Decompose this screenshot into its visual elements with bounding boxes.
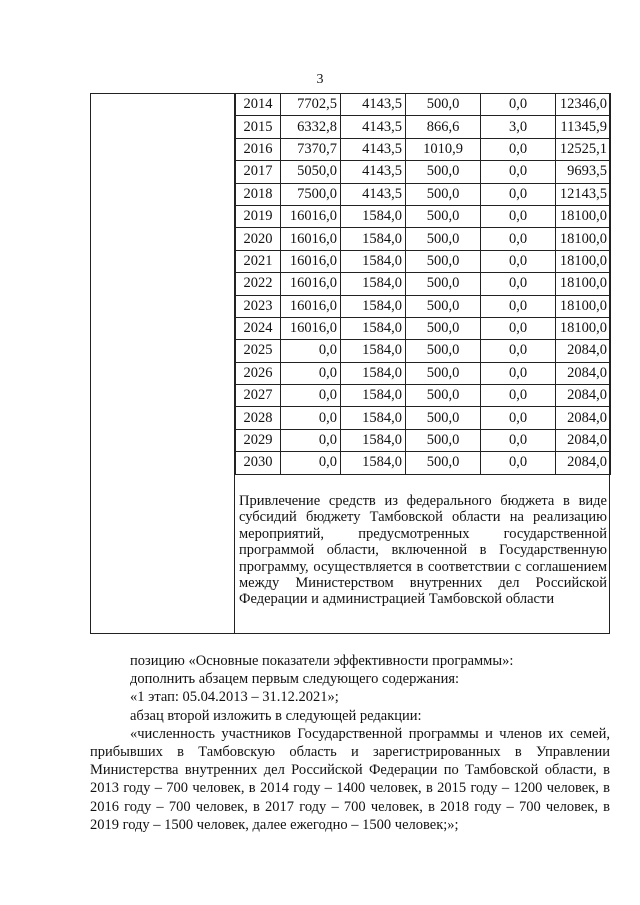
value-cell: 0,0 — [481, 273, 556, 295]
value-cell: 5050,0 — [281, 161, 341, 183]
value-cell: 0,0 — [481, 340, 556, 362]
value-cell: 500,0 — [406, 429, 481, 451]
value-cell: 0,0 — [281, 429, 341, 451]
value-cell: 16016,0 — [281, 295, 341, 317]
value-cell: 16016,0 — [281, 273, 341, 295]
table-row — [236, 429, 611, 451]
value-cell: 1584,0 — [341, 407, 406, 429]
value-cell: 500,0 — [406, 452, 481, 474]
value-cell: 500,0 — [406, 183, 481, 205]
value-cell: 1584,0 — [341, 317, 406, 339]
year-cell: 2025 — [236, 340, 281, 362]
value-cell: 16016,0 — [281, 317, 341, 339]
value-cell: 1584,0 — [341, 273, 406, 295]
year-cell: 2016 — [236, 138, 281, 160]
value-cell: 2084,0 — [556, 407, 611, 429]
table-row — [236, 452, 611, 474]
value-cell: 500,0 — [406, 295, 481, 317]
year-cell: 2022 — [236, 273, 281, 295]
value-cell: 16016,0 — [281, 228, 341, 250]
value-cell: 1584,0 — [341, 362, 406, 384]
value-cell: 11345,9 — [556, 116, 611, 138]
year-cell: 2015 — [236, 116, 281, 138]
value-cell: 7370,7 — [281, 138, 341, 160]
value-cell: 0,0 — [281, 340, 341, 362]
table-row — [236, 161, 611, 183]
year-cell: 2028 — [236, 407, 281, 429]
value-cell: 16016,0 — [281, 205, 341, 227]
value-cell: 0,0 — [481, 385, 556, 407]
value-cell: 4143,5 — [341, 116, 406, 138]
value-cell: 0,0 — [481, 250, 556, 272]
value-cell: 500,0 — [406, 205, 481, 227]
value-cell: 2084,0 — [556, 385, 611, 407]
value-cell: 12143,5 — [556, 183, 611, 205]
value-cell: 0,0 — [481, 362, 556, 384]
value-cell: 0,0 — [481, 317, 556, 339]
year-cell: 2020 — [236, 228, 281, 250]
value-cell: 0,0 — [481, 94, 556, 116]
value-cell: 0,0 — [481, 407, 556, 429]
paragraph-add-first: дополнить абзацем первым следующего содержания: — [130, 671, 460, 688]
table-row — [236, 94, 611, 116]
year-cell: 2014 — [236, 94, 281, 116]
year-cell: 2024 — [236, 317, 281, 339]
value-cell: 2084,0 — [556, 362, 611, 384]
value-cell: 0,0 — [481, 205, 556, 227]
value-cell: 0,0 — [281, 362, 341, 384]
year-cell: 2027 — [236, 385, 281, 407]
value-cell: 2084,0 — [556, 340, 611, 362]
value-cell: 1584,0 — [341, 295, 406, 317]
paragraph-position: позицию «Основные показатели эффективности программы»: — [130, 653, 514, 669]
value-cell: 4143,5 — [341, 94, 406, 116]
year-cell: 2018 — [236, 183, 281, 205]
value-cell: 500,0 — [406, 340, 481, 362]
value-cell: 18100,0 — [556, 317, 611, 339]
value-cell: 0,0 — [481, 295, 556, 317]
value-cell: 1010,9 — [406, 138, 481, 160]
value-cell: 4143,5 — [341, 183, 406, 205]
value-cell: 1584,0 — [341, 205, 406, 227]
paragraph-second-edit: абзац второй изложить в следующей редакции: — [130, 707, 422, 724]
table-row — [236, 228, 611, 250]
table-row — [236, 116, 611, 138]
table-row — [236, 205, 611, 227]
value-cell: 500,0 — [406, 273, 481, 295]
table-row — [236, 340, 611, 362]
value-cell: 0,0 — [481, 138, 556, 160]
value-cell: 0,0 — [281, 452, 341, 474]
year-cell: 2029 — [236, 429, 281, 451]
funding-table-body — [236, 94, 611, 475]
funding-table — [235, 93, 611, 475]
amendment-text — [90, 652, 610, 834]
paragraph-stage: «1 этап: 05.04.2013 – 31.12.2021»; — [130, 689, 339, 706]
value-cell: 0,0 — [481, 228, 556, 250]
paragraph-participants: «численность участников Государственной программы и членов их семей, прибывших в Тамбовскую область и зарегистрированных в Управлении Министерства внутренних дел Российской Федерации по Тамбовской области, в 2013 году – 700 человек, в 2014 году – 1400 человек, в 2015 году – 1200 человек, в 2016 году – 700 человек, в 2017 году – 700 человек, в 2018 году – 700 человек, в 2019 году – 1500 человек, далее ежегодно – 1500 человек;»; — [90, 725, 610, 833]
value-cell: 9693,5 — [556, 161, 611, 183]
value-cell: 12346,0 — [556, 94, 611, 116]
value-cell: 1584,0 — [341, 228, 406, 250]
value-cell: 18100,0 — [556, 228, 611, 250]
table-row — [236, 317, 611, 339]
table-row — [236, 138, 611, 160]
value-cell: 500,0 — [406, 250, 481, 272]
value-cell: 2084,0 — [556, 452, 611, 474]
value-cell: 3,0 — [481, 116, 556, 138]
funding-note: Привлечение средств из федерального бюджета в виде субсидий бюджету Тамбовской области на реализацию мероприятий, предусмотренных государственной программой области, включенной в Государственную программу, осуществляется в соответствии с соглашением между Министерством внутренних дел Российской Федерации и администрацией Тамбовской области — [239, 493, 607, 608]
value-cell: 1584,0 — [341, 385, 406, 407]
value-cell: 0,0 — [481, 429, 556, 451]
value-cell: 18100,0 — [556, 295, 611, 317]
value-cell: 500,0 — [406, 161, 481, 183]
table-row — [236, 295, 611, 317]
year-cell: 2023 — [236, 295, 281, 317]
value-cell: 16016,0 — [281, 250, 341, 272]
table-row — [236, 250, 611, 272]
value-cell: 500,0 — [406, 362, 481, 384]
value-cell: 500,0 — [406, 317, 481, 339]
value-cell: 500,0 — [406, 228, 481, 250]
table-row — [236, 273, 611, 295]
value-cell: 866,6 — [406, 116, 481, 138]
value-cell: 1584,0 — [341, 429, 406, 451]
value-cell: 4143,5 — [341, 138, 406, 160]
year-cell: 2019 — [236, 205, 281, 227]
value-cell: 18100,0 — [556, 250, 611, 272]
value-cell: 12525,1 — [556, 138, 611, 160]
value-cell: 500,0 — [406, 385, 481, 407]
value-cell: 0,0 — [481, 452, 556, 474]
value-cell: 500,0 — [406, 94, 481, 116]
value-cell: 18100,0 — [556, 205, 611, 227]
value-cell: 0,0 — [281, 385, 341, 407]
value-cell: 1584,0 — [341, 340, 406, 362]
value-cell: 2084,0 — [556, 429, 611, 451]
value-cell: 0,0 — [481, 183, 556, 205]
value-cell: 1584,0 — [341, 452, 406, 474]
table-row — [236, 183, 611, 205]
value-cell: 7702,5 — [281, 94, 341, 116]
table-row — [236, 407, 611, 429]
year-cell: 2030 — [236, 452, 281, 474]
table-row — [236, 362, 611, 384]
year-cell: 2026 — [236, 362, 281, 384]
page-number: 3 — [316, 72, 324, 87]
value-cell: 500,0 — [406, 407, 481, 429]
value-cell: 4143,5 — [341, 161, 406, 183]
value-cell: 18100,0 — [556, 273, 611, 295]
value-cell: 6332,8 — [281, 116, 341, 138]
value-cell: 1584,0 — [341, 250, 406, 272]
year-cell: 2021 — [236, 250, 281, 272]
value-cell: 7500,0 — [281, 183, 341, 205]
value-cell: 0,0 — [281, 407, 341, 429]
table-row — [236, 385, 611, 407]
year-cell: 2017 — [236, 161, 281, 183]
value-cell: 0,0 — [481, 161, 556, 183]
